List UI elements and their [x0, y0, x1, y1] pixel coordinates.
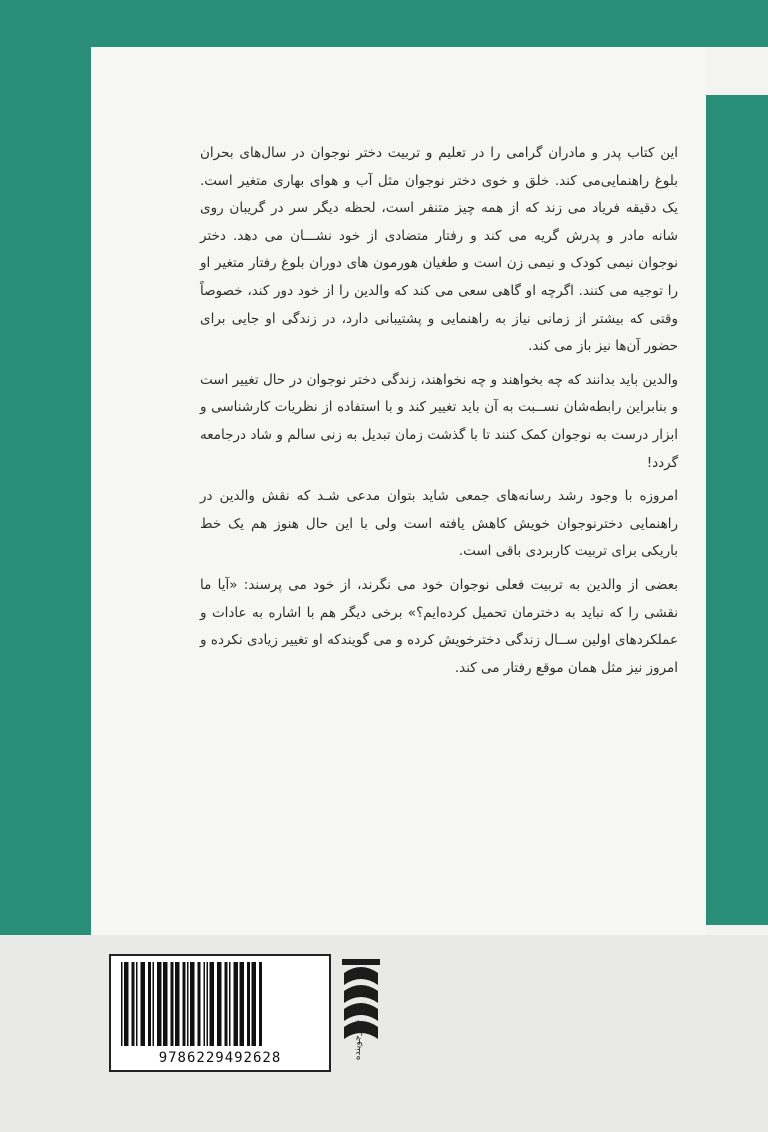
barcode-bar [252, 962, 257, 1046]
teal-right-band [706, 95, 768, 925]
barcode-bar [175, 962, 180, 1046]
barcode-bar [121, 962, 123, 1046]
barcode-bar [183, 962, 186, 1046]
barcode-bar [187, 962, 189, 1046]
barcode-bar [132, 962, 135, 1046]
barcode-bar [163, 962, 168, 1046]
barcode-bar [171, 962, 174, 1046]
barcode-bar [136, 962, 138, 1046]
publisher-name: نشرجوینده [353, 1019, 363, 1061]
blurb-paragraph-3: امروزه با وجود رشد رسانه‌های جمعی شاید بتوان مدعی شـد که نقش والدین در راهنمایی دخترنوجوان خویش کاهش یافته است ولی با این حال هنوز هم یک خط باریکی برای تربیت کاربردی باقی است. [200, 488, 678, 560]
barcode-bar [204, 962, 206, 1046]
barcode-bar [210, 962, 215, 1046]
barcode-bars [119, 962, 321, 1046]
barcode-bar [207, 962, 209, 1046]
blurb-paragraph-1: این کتاب پدر و مادران گرامی را در تعلیم و تربیت دختر نوجوان در سال‌های بحران بلوغ راهنمایی‌می کند. خلق و خوی دختر نوجوان مثل آب و هوای بهاری متغیر است. یک دقیقه فریاد می زند که از همه چیز متنفر است، لحظه دیگر سر در گریبان روی شانه مادر و پدرش گریه می کند و رفتار متضادی از خود نشـــان می دهد. دختر نوجوان نیمی کودک و نیمی زن است و طغیان هورمون های دوران بلوغ رفتار متغیر او را توجیه می کنند. اگرچه او گاهی سعی می کند که والدین را از خود دور کند، خصوصاً وقتی که بیشتر از زمانی نیاز به راهنمایی و پشتیبانی دارد، در زندگی او جایی برای حضور آن‌ها نیز باز می کند. [200, 145, 678, 355]
barcode-bar [217, 962, 222, 1046]
barcode-bar [259, 962, 262, 1046]
barcode-bar [198, 962, 201, 1046]
barcode-bar [141, 962, 146, 1046]
barcode-bar [124, 962, 129, 1046]
barcode-bar [148, 962, 151, 1046]
blurb-paragraph-2: والدین باید بدانند که چه بخواهند و چه نخواهند، زندگی دختر نوجوان در حال تغییر است و بنابراین رابطه‌شان نســبت به آن باید تغییر کند و با استفاده از نظریات کارشناسی و ابزار درست به نوجوان کمک کنند تا با گذشت زمان تبدیل به زنی سالم و شاد درجامعه گردد! [200, 371, 678, 471]
barcode-bar [247, 962, 250, 1046]
teal-left-band [0, 0, 91, 935]
blurb-text [200, 140, 678, 688]
barcode-bar [240, 962, 245, 1046]
barcode-bar [229, 962, 231, 1046]
blurb-paragraph-4: بعضی از والدین به تربیت فعلی نوجوان خود می نگرند، از خود می پرسند: «آیا ما نقشی را که نباید به دخترمان تحمیل کرده‌ایم؟» برخی دیگر هم با اشاره به عادات و عملکردهای اولین ســال زندگی دخترخویش کرده و می گویندکه او تغییر زیادی نکرده و امروز نیز مثل همان موقع رفتار می کند. [200, 576, 678, 676]
barcode-bar [153, 962, 155, 1046]
teal-top-band [91, 0, 768, 47]
barcode-bar [225, 962, 228, 1046]
barcode-bar [157, 962, 162, 1046]
isbn-number: 9786229492628 [158, 1050, 282, 1066]
isbn-barcode [109, 954, 331, 1072]
barcode-bar [190, 962, 195, 1046]
barcode-bar [234, 962, 239, 1046]
